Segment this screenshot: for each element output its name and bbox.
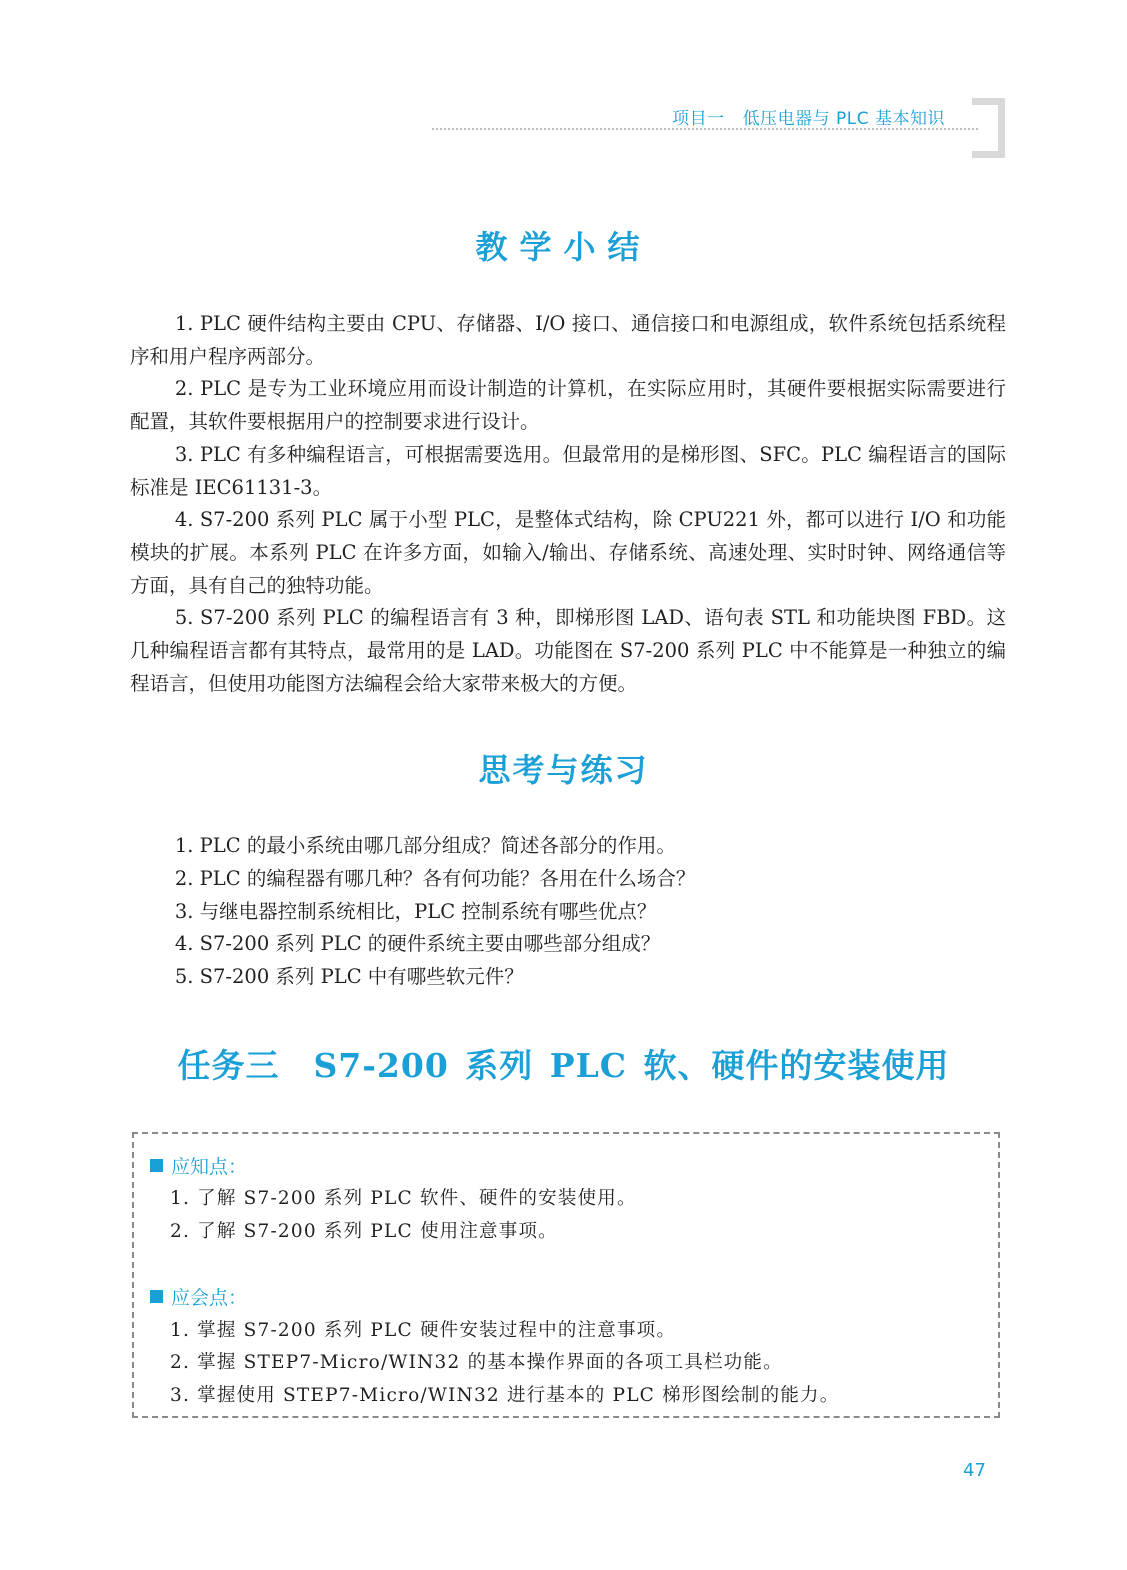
- header-project: 项目一: [672, 109, 725, 129]
- header-title: 低压电器与 PLC 基本知识: [742, 109, 945, 129]
- summary-title: 教学小结: [475, 228, 652, 266]
- summary-paragraph-3: 3. PLC 有多种编程语言，可根据需要选用。但最常用的是梯形图、SFC。PLC 编程语言的国际标准是 IEC61131-3。: [130, 442, 1006, 499]
- skill-item-1: 1. 掌握 S7-200 系列 PLC 硬件安装过程中的注意事项。: [170, 1320, 677, 1341]
- know-heading: [150, 1152, 247, 1179]
- task-title: 任务三 S7-200 系列 PLC 软、硬件的安装使用: [177, 1046, 950, 1085]
- exercise-question-4: 4. S7-200 系列 PLC 的硬件系统主要由哪些部分组成？: [174, 932, 661, 956]
- know-item-1: 1. 了解 S7-200 系列 PLC 软件、硬件的安装使用。: [170, 1188, 637, 1209]
- skill-heading: [150, 1283, 247, 1310]
- square-bullet-icon: [150, 1290, 163, 1303]
- exercises-title: 思考与练习: [478, 751, 649, 789]
- exercises-list: [130, 830, 1006, 994]
- know-label: 应知点：: [171, 1156, 248, 1178]
- summary-paragraph-2: 2. PLC 是专为工业环境应用而设计制造的计算机，在实际应用时，其硬件要根据实际需要进行配置，其软件要根据用户的控制要求进行设计。: [130, 377, 1006, 434]
- skill-item-2: 2. 掌握 STEP7-Micro/WIN32 的基本操作界面的各项工具栏功能。: [170, 1352, 783, 1373]
- corner-bracket-decoration: [972, 98, 1005, 158]
- square-bullet-icon: [150, 1159, 163, 1172]
- exercise-question-2: 2. PLC 的编程器有哪几种？各有何功能？各用在什么场合？: [174, 866, 696, 890]
- exercise-question-1: 1. PLC 的最小系统由哪几部分组成？简述各部分的作用。: [174, 834, 676, 857]
- page-number: 47: [963, 1460, 986, 1481]
- exercise-question-5: 5. S7-200 系列 PLC 中有哪些软元件？: [174, 965, 524, 989]
- running-header: [672, 104, 945, 129]
- summary-paragraph-5: 5. S7-200 系列 PLC 的编程语言有 3 种，即梯形图 LAD、语句表 STL 和功能块图 FBD。这几种编程语言都有其特点，最常用的是 LAD。功能图在 S7-200 系列 PLC 中不能算是一种独立的编程语言，但使用功能图方法编程会给大家带来极大的方便。: [130, 606, 1006, 695]
- summary-body: [130, 308, 1006, 700]
- objectives-box: [132, 1132, 1000, 1418]
- know-item-2: 2. 了解 S7-200 系列 PLC 使用注意事项。: [170, 1221, 558, 1242]
- skill-item-3: 3. 掌握使用 STEP7-Micro/WIN32 进行基本的 PLC 梯形图绘制的能力。: [170, 1385, 840, 1406]
- header-divider: [432, 128, 978, 130]
- exercise-question-3: 3. 与继电器控制系统相比，PLC 控制系统有哪些优点？: [174, 899, 657, 923]
- summary-paragraph-1: 1. PLC 硬件结构主要由 CPU、存储器、I/O 接口、通信接口和电源组成，软件系统包括系统程序和用户程序两部分。: [130, 312, 1006, 368]
- summary-paragraph-4: 4. S7-200 系列 PLC 属于小型 PLC，是整体式结构，除 CPU221 外，都可以进行 I/O 和功能模块的扩展。本系列 PLC 在许多方面，如输入/输出、存储系统、高速处理、实时时钟、网络通信等方面，具有自己的独特功能。: [130, 508, 1006, 597]
- skill-label: 应会点：: [171, 1287, 248, 1309]
